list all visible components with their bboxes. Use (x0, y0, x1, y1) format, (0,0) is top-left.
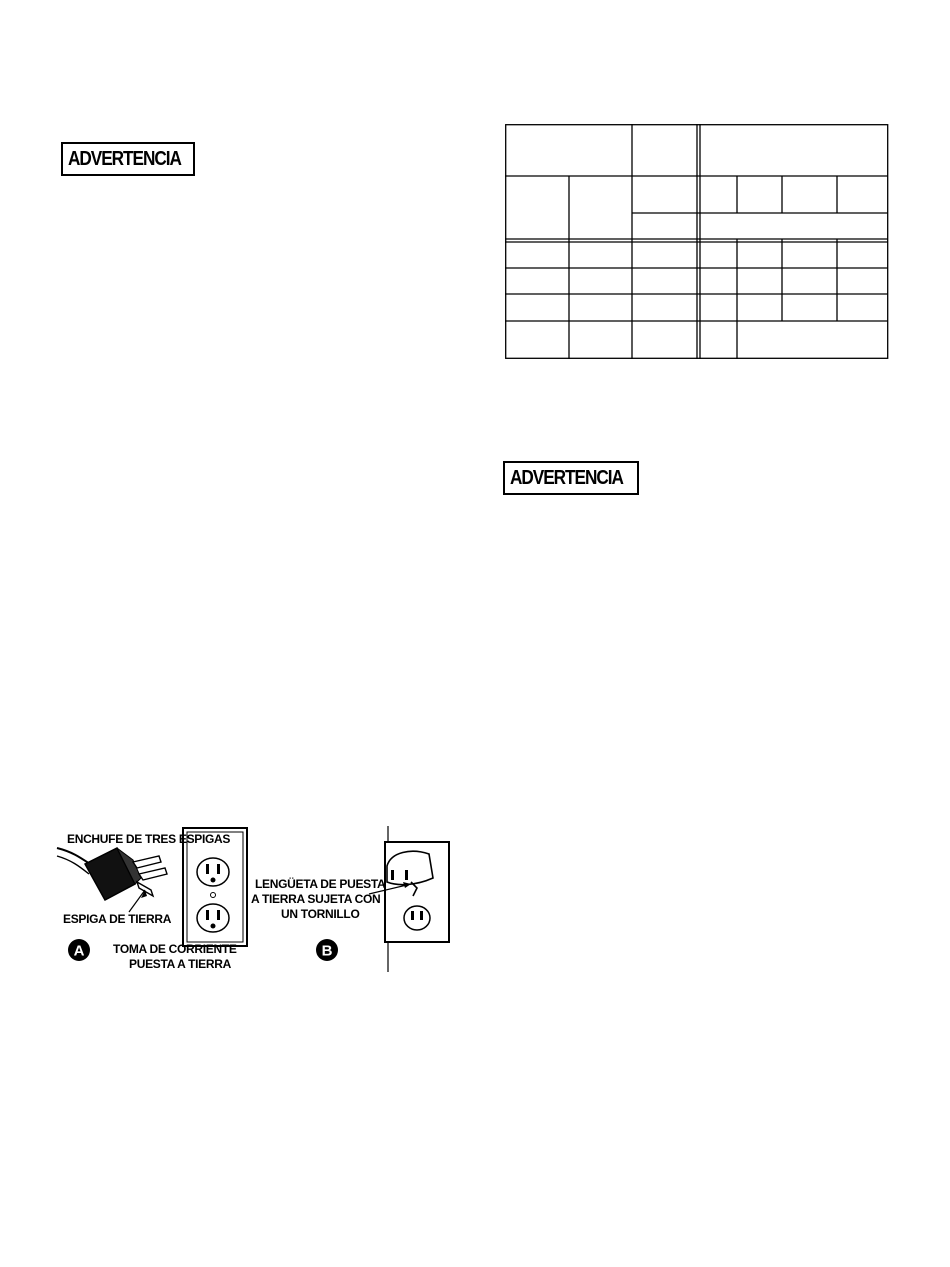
label-ground-pin: ESPIGA DE TIERRA (63, 912, 172, 926)
marker-b (316, 939, 338, 961)
warning-badge-right (503, 461, 639, 495)
adapter-illustration (369, 842, 449, 942)
label-outlet-line1: TOMA DE CORRIENTE (113, 942, 237, 956)
warning-badge-left (61, 142, 195, 176)
label-tab-line1: LENGÜETA DE PUESTA (255, 877, 386, 891)
marker-b-letter: B (321, 942, 333, 960)
marker-a (68, 939, 90, 961)
grounded-plug-figure (55, 826, 455, 974)
blank-table (505, 124, 889, 360)
label-outlet-line2: PUESTA A TIERRA (129, 957, 231, 971)
label-tab-line3: UN TORNILLO (281, 907, 360, 921)
label-three-prong-plug: ENCHUFE DE TRES ESPIGAS (67, 832, 231, 846)
warning-label: ADVERTENCIA (510, 466, 623, 489)
warning-label: ADVERTENCIA (68, 147, 181, 170)
plug-illustration (57, 848, 167, 912)
label-tab-line2: A TIERRA SUJETA CON (251, 892, 381, 906)
marker-a-letter: A (73, 942, 85, 960)
